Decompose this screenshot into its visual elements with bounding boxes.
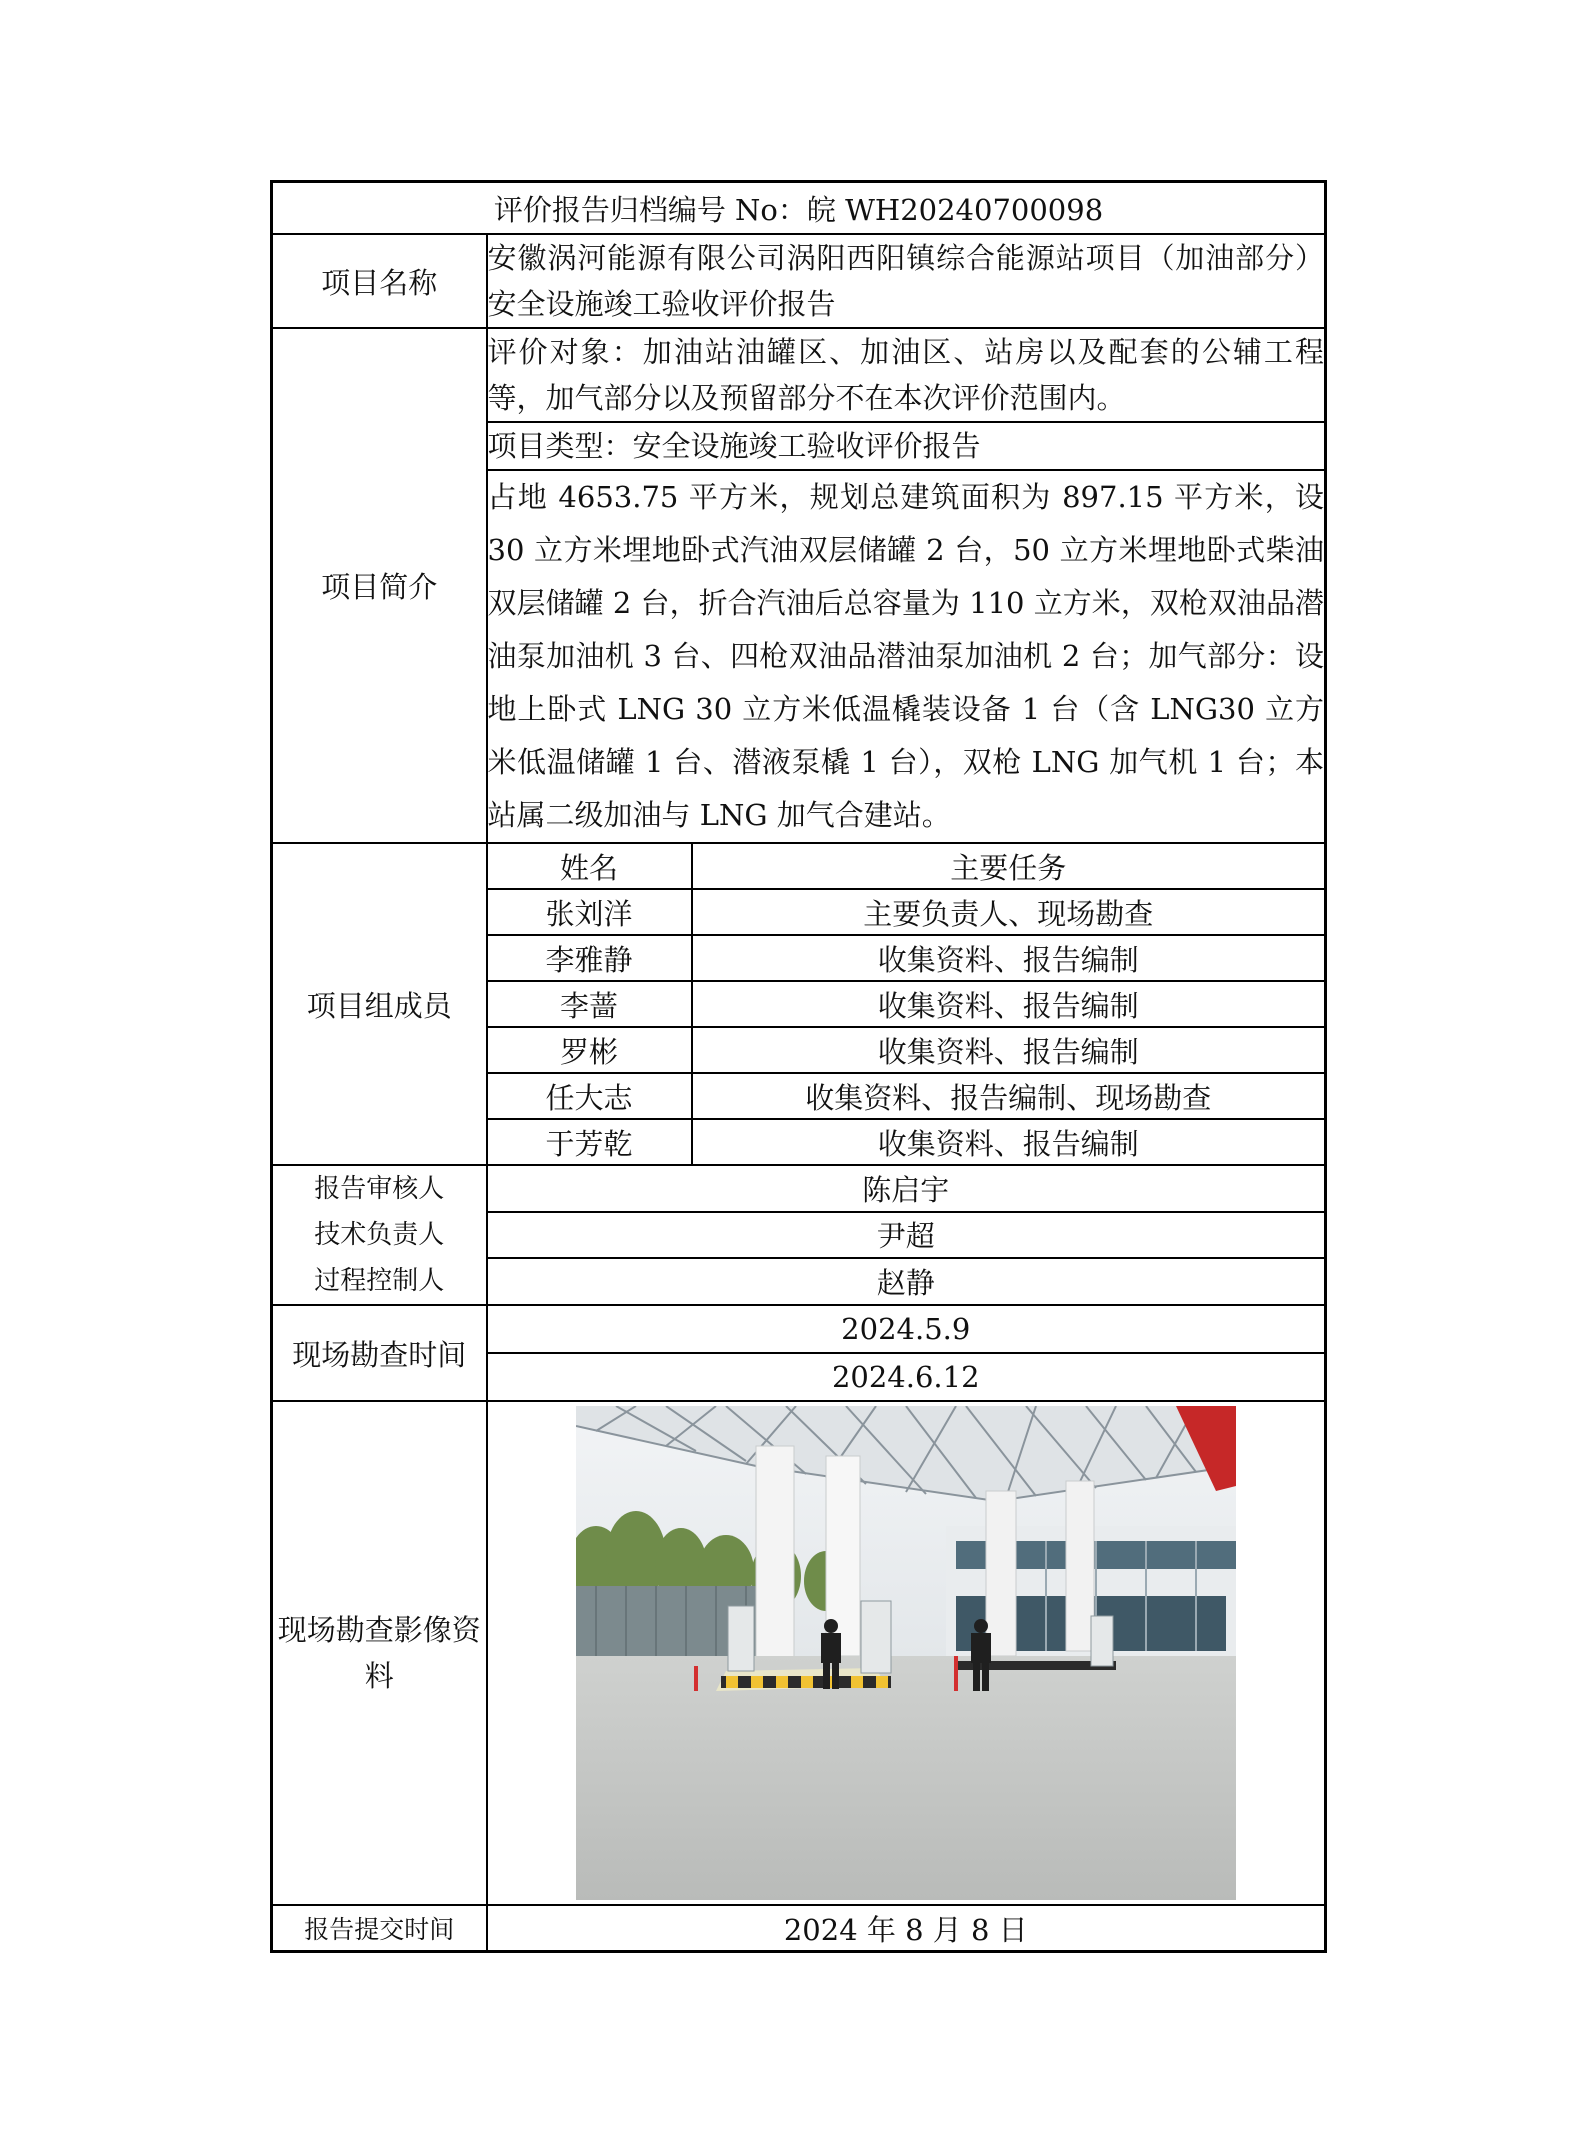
survey-time-label: 现场勘查时间 [272, 1305, 487, 1401]
project-name-label: 项目名称 [272, 234, 487, 328]
submit-time-label: 报告提交时间 [272, 1905, 487, 1952]
reviewer-value: 陈启宇 [487, 1165, 1326, 1212]
member-name: 于芳乾 [487, 1119, 692, 1165]
report-info-table [270, 180, 1327, 1953]
team-label: 项目组成员 [272, 843, 487, 1165]
tech-lead-label: 技术负责人 [314, 1220, 445, 1250]
member-task: 收集资料、报告编制 [692, 981, 1326, 1027]
member-task: 收集资料、报告编制 [692, 1119, 1326, 1165]
member-task: 收集资料、报告编制 [692, 1027, 1326, 1073]
member-name: 罗彬 [487, 1027, 692, 1073]
member-task: 主要负责人、现场勘查 [692, 889, 1326, 935]
member-task: 收集资料、报告编制 [692, 935, 1326, 981]
member-name: 张刘洋 [487, 889, 692, 935]
member-name: 李雅静 [487, 935, 692, 981]
member-task: 收集资料、报告编制、现场勘查 [692, 1073, 1326, 1119]
team-col-task: 主要任务 [692, 843, 1326, 889]
survey-photo-cell [487, 1401, 1326, 1905]
project-intro-label: 项目简介 [272, 328, 487, 843]
process-control-label: 过程控制人 [314, 1266, 445, 1296]
project-name-value: 安徽涡河能源有限公司涡阳西阳镇综合能源站项目（加油部分）安全设施竣工验收评价报告 [487, 234, 1326, 328]
team-col-name: 姓名 [487, 843, 692, 889]
project-description: 占地 4653.75 平方米，规划总建筑面积为 897.15 平方米，设 30 立方米埋地卧式汽油双层储罐 2 台，50 立方米埋地卧式柴油双层储罐 2 台，折合汽油后总容量为 110 立方米，双枪双油品潜油泵加油机 3 台、四枪双油品潜油泵加油机 2 台；加气部分：设地上卧式 LNG 30 立方米低温橇装设备 1 台（含 LNG30 立方米低温储罐 1 台、潜液泵橇 1 台），双枪 LNG 加气机 1 台；本站属二级加油与 LNG 加气合建站。 [487, 470, 1326, 843]
member-name: 李蔷 [487, 981, 692, 1027]
member-name: 任大志 [487, 1073, 692, 1119]
submit-time-value: 2024 年 8 月 8 日 [487, 1905, 1326, 1952]
survey-photo-label: 现场勘查影像资料 [272, 1401, 487, 1905]
evaluation-report-form [270, 180, 1324, 1953]
survey-date-2: 2024.6.12 [487, 1353, 1326, 1401]
project-type: 项目类型：安全设施竣工验收评价报告 [487, 422, 1326, 470]
gas-station-photo [576, 1406, 1236, 1900]
review-labels [272, 1165, 487, 1305]
evaluation-scope: 评价对象：加油站油罐区、加油区、站房以及配套的公辅工程等，加气部分以及预留部分不在本次评价范围内。 [487, 328, 1326, 422]
survey-date-1: 2024.5.9 [487, 1305, 1326, 1353]
process-control-value: 赵静 [487, 1258, 1326, 1305]
reviewer-label: 报告审核人 [314, 1174, 445, 1204]
archive-number: 评价报告归档编号 No：皖 WH20240700098 [272, 182, 1326, 235]
tech-lead-value: 尹超 [487, 1212, 1326, 1259]
